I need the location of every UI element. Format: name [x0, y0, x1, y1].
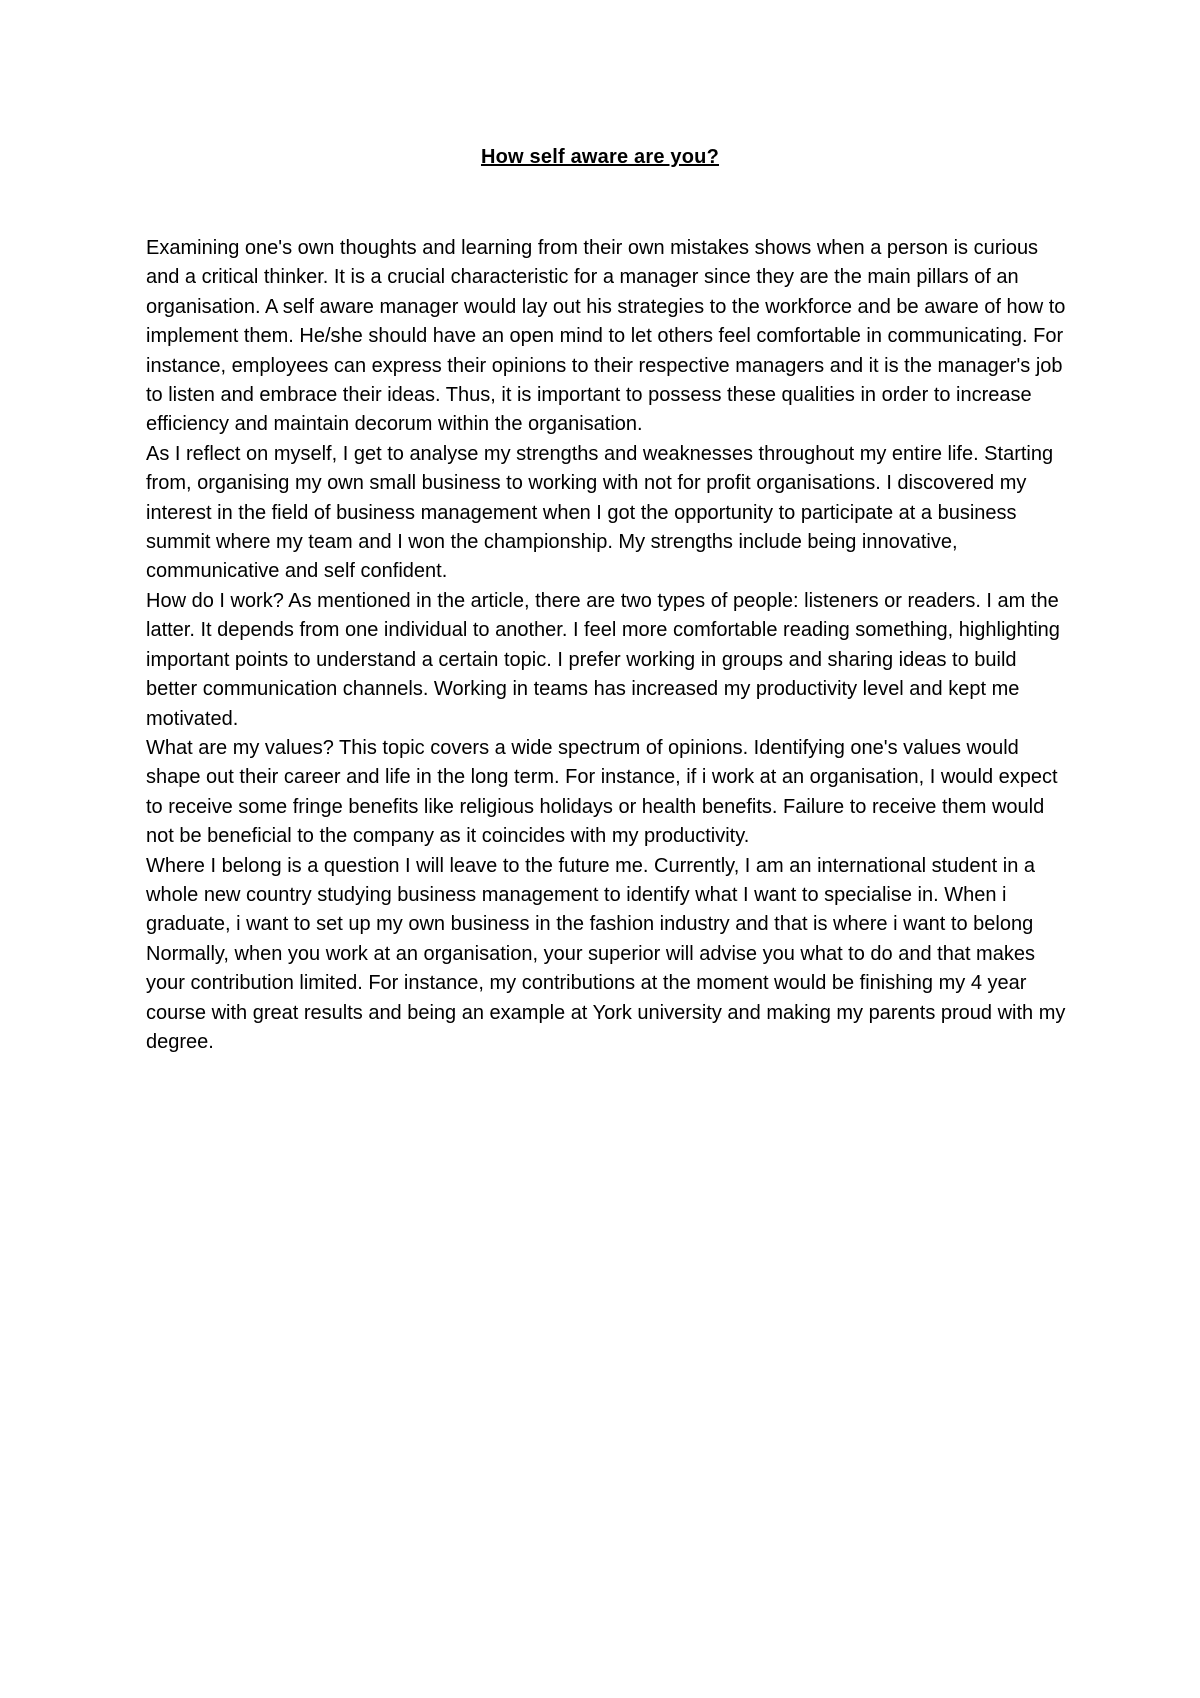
paragraph-reflection: As I reflect on myself, I get to analyse my strengths and weaknesses throughout my entire life. Starting from, organising my own small business to working with not for profit organisations. I discovered my interest in the field of business management when I got the opportunity to participate at a business summit where my team and I won the championship. My strengths include being innovative, communicative and self confident. — [146, 442, 1054, 583]
document-title: How self aware are you? — [480, 146, 720, 168]
paragraph-how-do-i-work: How do I work? As mentioned in the article, there are two types of people: listeners or readers. I am the latter. It depends from one individual to another. I feel more comfortable reading something, highlighting important points to understand a certain topic. I prefer working in groups and sharing ideas to build better communication channels. Working in teams has increased my productivity level and kept me motivated. — [146, 589, 1060, 730]
paragraph-values: What are my values? This topic covers a wide spectrum of opinions. Identifying one's values would shape out their career and life in the long term. For instance, if i work at an organisation, I would expect to receive some fringe benefits like religious holidays or health benefits. Failure to receive them would not be beneficial to the company as it coincides with my productivity. — [146, 736, 1058, 848]
paragraph-contribution: Normally, when you work at an organisation, your superior will advise you what to do and that makes your contribution limited. For instance, my contributions at the moment would be finishing my 4 year course with great results and being an example at York university and making my parents proud with my degree. — [146, 942, 1066, 1053]
paragraph-self-awareness: Examining one's own thoughts and learning from their own mistakes shows when a person is curious and a critical thinker. It is a crucial characteristic for a manager since they are the main pillars of an organisation. A self aware manager would lay out his strategies to the workforce and be aware of how to implement them. He/she should have an open mind to let others feel comfortable in communicating. For instance, employees can express their opinions to their respective managers and it is the manager's job to listen and embrace their ideas. Thus, it is important to possess these qualities in order to increase efficiency and maintain decorum within the organisation. — [146, 237, 1066, 436]
document-body — [146, 234, 1066, 1057]
paragraph-where-i-belong: Where I belong is a question I will leave to the future me. Currently, I am an international student in a whole new country studying business management to identify what I want to specialise in. When i graduate, i want to set up my own business in the fashion industry and that is where i want to belong — [146, 854, 1035, 936]
